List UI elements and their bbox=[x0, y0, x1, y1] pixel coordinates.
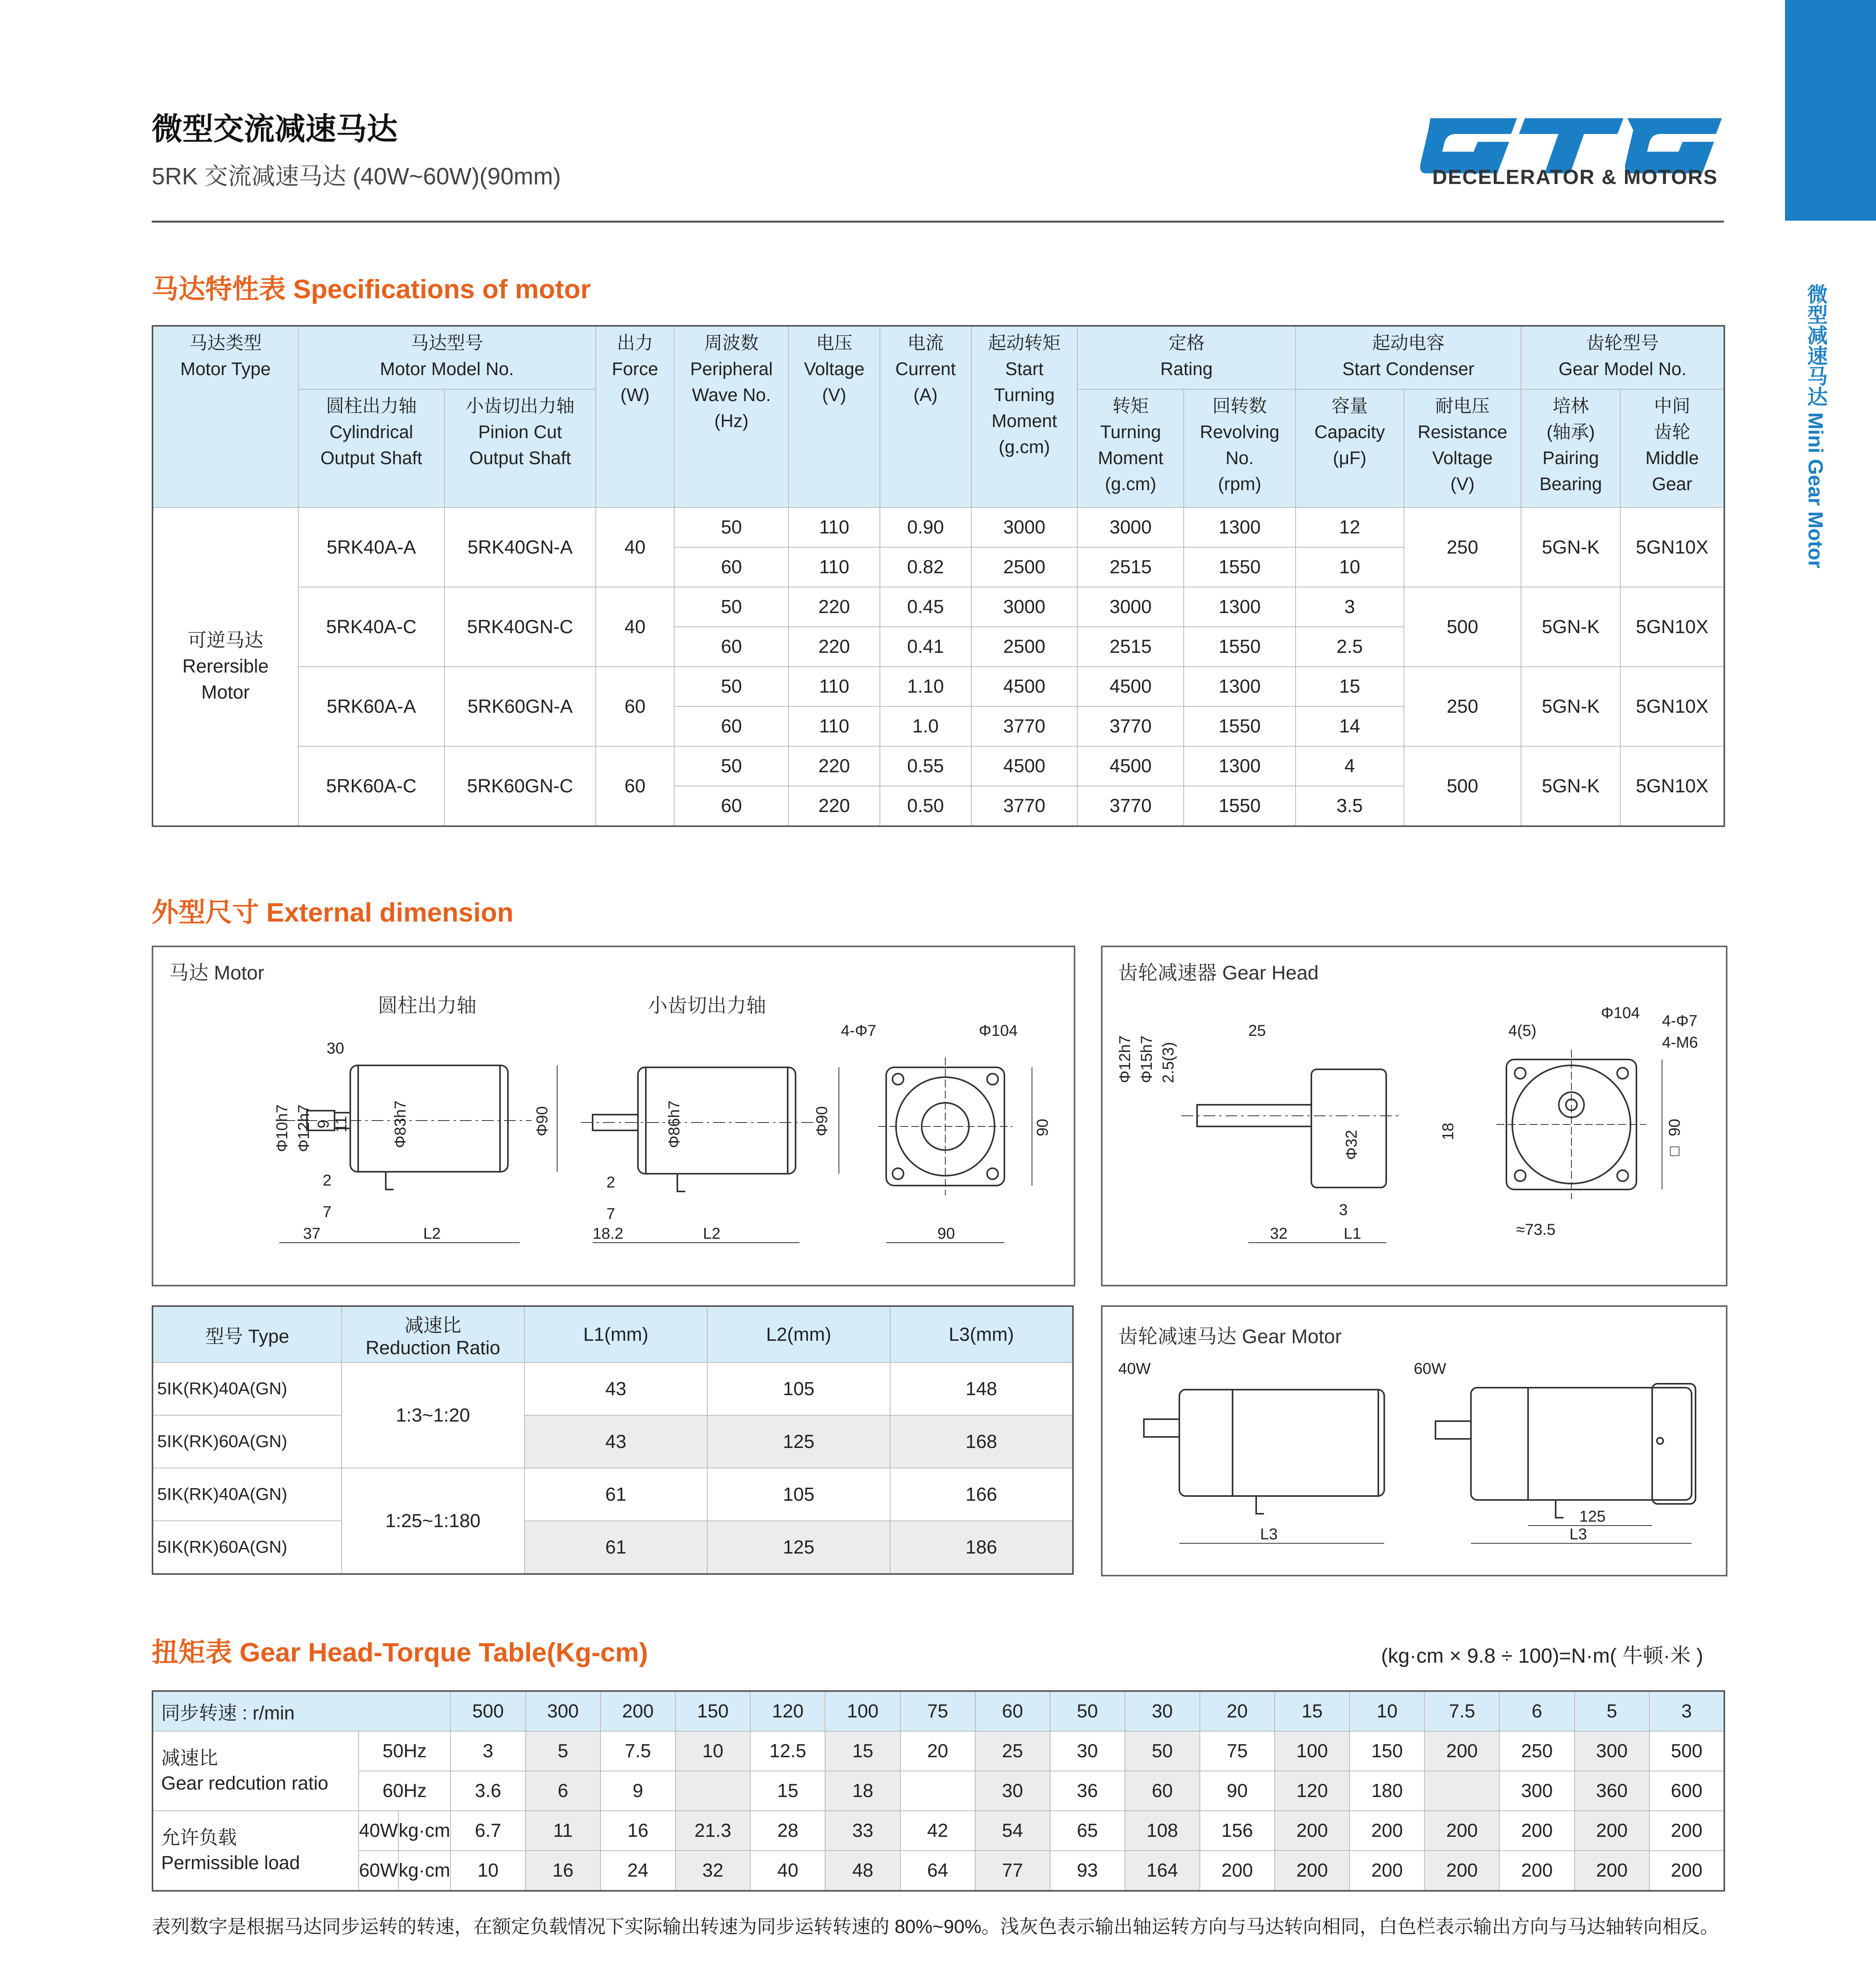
voltage-cell: 220 bbox=[788, 627, 880, 667]
speed-cell: 5 bbox=[1575, 1691, 1649, 1731]
ratio60-cell: 18 bbox=[825, 1771, 900, 1811]
load60-cell: 16 bbox=[526, 1851, 601, 1891]
dim-th-l2: L2(mm) bbox=[707, 1306, 890, 1362]
gh-square: □ bbox=[1670, 1142, 1680, 1160]
ratio50-cell: 7.5 bbox=[601, 1731, 675, 1771]
dim-ratio-cell: 1:3~1:20 bbox=[342, 1362, 524, 1468]
ratio60-cell: 3.6 bbox=[450, 1771, 525, 1811]
gearhead-drawing-box bbox=[1101, 946, 1727, 1286]
dim-hole: 4-Φ7 bbox=[841, 1022, 876, 1039]
dim-th-l3: L3(mm) bbox=[890, 1306, 1073, 1362]
force-cell: 40 bbox=[596, 507, 675, 587]
dim-d10: Φ10h7 bbox=[273, 1104, 291, 1152]
hz-cell: 50 bbox=[674, 587, 788, 627]
hz-cell: 60 bbox=[674, 786, 788, 826]
ratio50-cell: 250 bbox=[1499, 1731, 1574, 1771]
voltage-cell: 220 bbox=[788, 587, 880, 627]
gpg-logo bbox=[1419, 102, 1726, 205]
torque-cell: 2515 bbox=[1077, 547, 1184, 587]
dim-L2-a: L2 bbox=[423, 1225, 441, 1242]
ratio60-cell: 120 bbox=[1275, 1771, 1350, 1811]
gh-L1: L1 bbox=[1344, 1225, 1361, 1242]
page-subtitle: 5RK 交流减速马达 (40W~60W)(90mm) bbox=[152, 163, 561, 190]
th-resistance: 耐电压 Resistance Voltage (V) bbox=[1404, 389, 1521, 507]
load60-cell: 10 bbox=[450, 1851, 525, 1891]
gh-90: 90 bbox=[1666, 1119, 1683, 1136]
dim-l2-cell: 105 bbox=[707, 1362, 890, 1415]
ratio50-cell: 50 bbox=[1125, 1731, 1200, 1771]
load40-cell: 33 bbox=[825, 1811, 900, 1851]
th-voltage: 电压 Voltage (V) bbox=[788, 326, 880, 507]
gh-3: 3 bbox=[1339, 1201, 1348, 1219]
voltage-cell: 110 bbox=[788, 667, 880, 706]
gh-d104: Φ104 bbox=[1601, 1004, 1640, 1022]
dim-l2-cell: 125 bbox=[707, 1415, 890, 1468]
dim-th-l1: L1(mm) bbox=[524, 1306, 707, 1362]
th-motor-type: 马达类型 Motor Type bbox=[152, 326, 298, 507]
motor-type-cell: 可逆马达 Rerersible Motor bbox=[152, 507, 298, 826]
ratio60-cell: 6 bbox=[526, 1771, 601, 1811]
th-model: 马达型号 Motor Model No. bbox=[298, 326, 596, 389]
start-moment-cell: 4500 bbox=[971, 746, 1078, 786]
middle-gear-cell: 5GN10X bbox=[1620, 667, 1724, 746]
hz60-label: 60Hz bbox=[359, 1771, 450, 1811]
start-moment-cell: 2500 bbox=[971, 547, 1078, 587]
speed-cell: 6 bbox=[1499, 1691, 1574, 1731]
resistance-cell: 250 bbox=[1404, 507, 1521, 587]
rpm-cell: 1550 bbox=[1184, 627, 1296, 667]
w40-label: 40W bbox=[359, 1811, 398, 1851]
dim-d90-a: Φ90 bbox=[534, 1106, 551, 1136]
ratio50-cell: 25 bbox=[975, 1731, 1050, 1771]
ratio60-cell: 36 bbox=[1050, 1771, 1125, 1811]
dim-type-cell: 5IK(RK)60A(GN) bbox=[152, 1521, 342, 1574]
speed-cell: 7.5 bbox=[1424, 1691, 1499, 1731]
cyl-model-cell: 5RK40A-A bbox=[298, 507, 445, 587]
rpm-cell: 1300 bbox=[1184, 746, 1296, 786]
gh-25: 25 bbox=[1248, 1022, 1266, 1039]
speed-cell: 30 bbox=[1125, 1691, 1200, 1731]
capacity-cell: 3.5 bbox=[1296, 786, 1404, 826]
torque-cell: 3770 bbox=[1077, 706, 1184, 746]
spec-section-title: 马达特性表 Specifications of motor bbox=[152, 274, 591, 304]
ratio60-cell bbox=[1424, 1771, 1499, 1811]
force-cell: 60 bbox=[596, 746, 675, 826]
capacity-cell: 12 bbox=[1296, 507, 1404, 547]
ratio-label: 减速比 Gear redcution ratio bbox=[152, 1731, 359, 1811]
dim-l2-cell: 125 bbox=[707, 1521, 890, 1574]
th-pinion-shaft: 小齿切出力轴 Pinion Cut Output Shaft bbox=[444, 389, 596, 507]
dim-th-ratio: 减速比 Reduction Ratio bbox=[342, 1306, 524, 1362]
load40-cell: 200 bbox=[1350, 1811, 1424, 1851]
dim-d104: Φ104 bbox=[979, 1022, 1018, 1039]
speed-cell: 10 bbox=[1350, 1691, 1424, 1731]
speed-cell: 100 bbox=[825, 1691, 900, 1731]
th-cyl-shaft: 圆柱出力轴 Cylindrical Output Shaft bbox=[298, 389, 445, 507]
capacity-cell: 2.5 bbox=[1296, 627, 1404, 667]
cyl-model-cell: 5RK60A-A bbox=[298, 667, 445, 746]
load60-cell: 200 bbox=[1200, 1851, 1275, 1891]
dim-l1-cell: 61 bbox=[524, 1521, 707, 1574]
speed-cell: 150 bbox=[675, 1691, 750, 1731]
gearmotor-drawing bbox=[1103, 1307, 1726, 1575]
dimension-section-title: 外型尺寸 External dimension bbox=[152, 898, 514, 927]
w60-label: 60W bbox=[359, 1851, 398, 1891]
dim-7-b: 7 bbox=[606, 1205, 615, 1223]
current-cell: 0.41 bbox=[880, 627, 971, 667]
table-row bbox=[152, 1362, 1073, 1415]
torque-table bbox=[152, 1690, 1725, 1892]
cyl-model-cell: 5RK60A-C bbox=[298, 746, 445, 826]
hz-cell: 60 bbox=[674, 547, 788, 587]
middle-gear-cell: 5GN10X bbox=[1620, 587, 1724, 667]
th-start-moment: 起动转矩 Start Turning Moment (g.cm) bbox=[971, 326, 1078, 507]
logo-tagline: DECELERATOR & MOTORS bbox=[1432, 166, 1718, 189]
ratio60-cell: 300 bbox=[1499, 1771, 1574, 1811]
speed-cell: 300 bbox=[526, 1691, 601, 1731]
load60-cell: 200 bbox=[1275, 1851, 1350, 1891]
th-rating: 定格 Rating bbox=[1077, 326, 1295, 389]
pinion-shaft-label: 小齿切出力轴 bbox=[648, 994, 766, 1017]
speed-label: 同步转速 : r/min bbox=[152, 1691, 450, 1731]
rpm-cell: 1300 bbox=[1184, 507, 1296, 547]
dim-th-type: 型号 Type bbox=[152, 1306, 342, 1362]
load60-cell: 93 bbox=[1050, 1851, 1125, 1891]
page-title: 微型交流减速马达 bbox=[152, 112, 398, 146]
pairing-cell: 5GN-K bbox=[1521, 587, 1620, 667]
ratio50-cell: 75 bbox=[1200, 1731, 1275, 1771]
current-cell: 1.10 bbox=[880, 667, 971, 706]
voltage-cell: 220 bbox=[788, 746, 880, 786]
ratio60-cell: 15 bbox=[750, 1771, 825, 1811]
torque-cell: 3000 bbox=[1077, 507, 1184, 547]
load40-cell: 11 bbox=[526, 1811, 601, 1851]
hz-cell: 60 bbox=[674, 627, 788, 667]
dim-L2-b: L2 bbox=[703, 1225, 721, 1242]
gearmotor-box-title: 齿轮减速马达 Gear Motor bbox=[1118, 1325, 1342, 1347]
dim-11: 11 bbox=[333, 1116, 350, 1132]
gm-125: 125 bbox=[1579, 1508, 1606, 1525]
speed-cell: 3 bbox=[1649, 1691, 1724, 1731]
torque-cell: 4500 bbox=[1077, 667, 1184, 706]
note-cn: 表列数字是根据马达同步运转的转速，在额定负载情况下实际输出转速为同步运转转速的 80%~90%。浅灰色表示输出轴运转方向与马达转向相同，白色栏表示输出方向与马达轴转向相反。 bbox=[152, 1916, 1719, 1937]
load40-cell: 54 bbox=[975, 1811, 1050, 1851]
ratio50-cell: 15 bbox=[825, 1731, 900, 1771]
torque-cell: 4500 bbox=[1077, 746, 1184, 786]
load60-cell: 32 bbox=[675, 1851, 750, 1891]
speed-cell: 200 bbox=[601, 1691, 675, 1731]
motor-box-title: 马达 Motor bbox=[169, 962, 264, 984]
dim-l1-cell: 43 bbox=[524, 1362, 707, 1415]
speed-cell: 15 bbox=[1275, 1691, 1350, 1731]
gh-hole: 4-Φ7 bbox=[1662, 1012, 1698, 1030]
current-cell: 1.0 bbox=[880, 706, 971, 746]
voltage-cell: 110 bbox=[788, 547, 880, 587]
pinion-model-cell: 5RK60GN-A bbox=[444, 667, 596, 746]
hz-cell: 50 bbox=[674, 667, 788, 706]
force-cell: 60 bbox=[596, 667, 675, 746]
load60-cell: 200 bbox=[1499, 1851, 1574, 1891]
voltage-cell: 220 bbox=[788, 786, 880, 826]
dim-type-cell: 5IK(RK)40A(GN) bbox=[152, 1468, 342, 1521]
pinion-model-cell: 5RK60GN-C bbox=[444, 746, 596, 826]
dim-type-cell: 5IK(RK)60A(GN) bbox=[152, 1415, 342, 1468]
load60-cell: 200 bbox=[1424, 1851, 1499, 1891]
start-moment-cell: 3000 bbox=[971, 587, 1078, 627]
start-moment-cell: 2500 bbox=[971, 627, 1078, 667]
load40-row bbox=[152, 1811, 1724, 1851]
pairing-cell: 5GN-K bbox=[1521, 746, 1620, 826]
load40-cell: 200 bbox=[1649, 1811, 1724, 1851]
hz50-label: 50Hz bbox=[359, 1731, 450, 1771]
capacity-cell: 15 bbox=[1296, 667, 1404, 706]
resistance-cell: 500 bbox=[1404, 587, 1521, 667]
load60-cell: 200 bbox=[1575, 1851, 1649, 1891]
capacity-cell: 10 bbox=[1296, 547, 1404, 587]
start-moment-cell: 3000 bbox=[971, 507, 1078, 547]
rpm-cell: 1550 bbox=[1184, 547, 1296, 587]
th-force: 出力 Force (W) bbox=[596, 326, 675, 507]
ratio50-cell: 20 bbox=[900, 1731, 975, 1771]
cyl-shaft-label: 圆柱出力轴 bbox=[378, 994, 476, 1017]
capacity-cell: 4 bbox=[1296, 746, 1404, 786]
ratio50-cell: 300 bbox=[1575, 1731, 1649, 1771]
dim-90-bottom: 90 bbox=[937, 1225, 955, 1242]
pinion-model-cell: 5RK40GN-A bbox=[444, 507, 596, 587]
rpm-cell: 1550 bbox=[1184, 706, 1296, 746]
side-tab-bar bbox=[1785, 0, 1876, 221]
ratio50-cell: 500 bbox=[1649, 1731, 1724, 1771]
speed-cell: 500 bbox=[450, 1691, 525, 1731]
ratio50-cell: 10 bbox=[675, 1731, 750, 1771]
start-moment-cell: 3770 bbox=[971, 706, 1078, 746]
dim-d86: Φ86h7 bbox=[666, 1100, 683, 1148]
torque-cell: 3000 bbox=[1077, 587, 1184, 627]
table-row bbox=[152, 746, 1724, 786]
hz-cell: 60 bbox=[674, 706, 788, 746]
dim-l1-cell: 61 bbox=[524, 1468, 707, 1521]
th-condenser: 起动电容 Start Condenser bbox=[1296, 326, 1521, 389]
middle-gear-cell: 5GN10X bbox=[1620, 746, 1724, 826]
current-cell: 0.55 bbox=[880, 746, 971, 786]
gearhead-box-title: 齿轮减速器 Gear Head bbox=[1118, 962, 1319, 984]
ratio50-cell: 3 bbox=[450, 1731, 525, 1771]
gh-25-3: 2.5(3) bbox=[1160, 1042, 1177, 1083]
load-label: 允许负载 Permissible load bbox=[152, 1811, 359, 1891]
gm-60w: 60W bbox=[1414, 1360, 1447, 1377]
speed-cell: 120 bbox=[750, 1691, 825, 1731]
ratio60-cell bbox=[675, 1771, 750, 1811]
load40-cell: 200 bbox=[1499, 1811, 1574, 1851]
th-capacity: 容量 Capacity (μF) bbox=[1296, 389, 1404, 507]
ratio60-cell: 360 bbox=[1575, 1771, 1649, 1811]
speed-cell: 60 bbox=[975, 1691, 1050, 1731]
ratio50-cell: 30 bbox=[1050, 1731, 1125, 1771]
gm-40w: 40W bbox=[1118, 1360, 1151, 1377]
motor-drawing bbox=[153, 947, 1074, 1285]
dim-ratio-cell: 1:25~1:180 bbox=[342, 1468, 524, 1574]
speed-row bbox=[152, 1691, 1724, 1731]
torque-cell: 3770 bbox=[1077, 786, 1184, 826]
gh-32: 32 bbox=[1270, 1225, 1288, 1242]
dim-l3-cell: 168 bbox=[890, 1415, 1073, 1468]
load40-cell: 200 bbox=[1275, 1811, 1350, 1851]
gh-735: ≈73.5 bbox=[1516, 1221, 1556, 1238]
load60-cell: 200 bbox=[1350, 1851, 1424, 1891]
gh-d15: Φ15h7 bbox=[1138, 1035, 1155, 1083]
th-gear-model: 齿轮型号 Gear Model No. bbox=[1521, 326, 1724, 389]
gh-45: 4(5) bbox=[1508, 1022, 1537, 1039]
dim-l1-cell: 43 bbox=[524, 1415, 707, 1468]
load40-cell: 16 bbox=[601, 1811, 675, 1851]
side-tab-label: 微型减速马达 Mini Gear Motor bbox=[1804, 284, 1827, 569]
voltage-cell: 110 bbox=[788, 507, 880, 547]
start-moment-cell: 4500 bbox=[971, 667, 1078, 706]
ratio60-cell: 600 bbox=[1649, 1771, 1724, 1811]
load60-cell: 200 bbox=[1649, 1851, 1724, 1891]
speed-cell: 75 bbox=[900, 1691, 975, 1731]
table-row bbox=[152, 507, 1724, 547]
force-cell: 40 bbox=[596, 587, 675, 667]
th-revolving: 回转数 Revolving No. (rpm) bbox=[1184, 389, 1296, 507]
rpm-cell: 1300 bbox=[1184, 587, 1296, 627]
dim-l3-cell: 148 bbox=[890, 1362, 1073, 1415]
table-row bbox=[152, 667, 1724, 706]
start-moment-cell: 3770 bbox=[971, 786, 1078, 826]
th-current: 电流 Current (A) bbox=[880, 326, 971, 507]
spec-table bbox=[152, 325, 1725, 827]
load40-cell: 42 bbox=[900, 1811, 975, 1851]
gm-L3-b: L3 bbox=[1569, 1526, 1587, 1543]
ratio60-cell: 9 bbox=[601, 1771, 675, 1811]
capacity-cell: 3 bbox=[1296, 587, 1404, 627]
dim-l3-cell: 186 bbox=[890, 1521, 1073, 1574]
dim-d12: Φ12h7 bbox=[295, 1104, 312, 1152]
resistance-cell: 250 bbox=[1404, 667, 1521, 746]
ratio60-cell: 30 bbox=[975, 1771, 1050, 1811]
load60-cell: 40 bbox=[750, 1851, 825, 1891]
current-cell: 0.90 bbox=[880, 507, 971, 547]
load60-row bbox=[152, 1851, 1724, 1891]
current-cell: 0.45 bbox=[880, 587, 971, 627]
dim-2-b: 2 bbox=[606, 1174, 615, 1191]
gh-d32: Φ32 bbox=[1343, 1130, 1360, 1160]
table-row bbox=[152, 587, 1724, 627]
resistance-cell: 500 bbox=[1404, 746, 1521, 826]
dimension-table bbox=[152, 1305, 1074, 1575]
dim-7-a: 7 bbox=[323, 1203, 332, 1221]
unit-label-40: kg·cm bbox=[398, 1811, 451, 1851]
gh-18: 18 bbox=[1439, 1123, 1457, 1140]
ratio50-cell: 200 bbox=[1424, 1731, 1499, 1771]
th-middle-gear: 中间 齿轮 Middle Gear bbox=[1620, 389, 1724, 507]
speed-cell: 20 bbox=[1200, 1691, 1275, 1731]
load40-cell: 156 bbox=[1200, 1811, 1275, 1851]
load40-cell: 65 bbox=[1050, 1811, 1125, 1851]
pairing-cell: 5GN-K bbox=[1521, 667, 1620, 746]
load40-cell: 200 bbox=[1424, 1811, 1499, 1851]
th-pairing: 培林 (轴承) Pairing Bearing bbox=[1521, 389, 1620, 507]
dim-182: 18.2 bbox=[593, 1225, 623, 1242]
table-row bbox=[152, 1521, 1073, 1574]
gh-d12: Φ12h7 bbox=[1116, 1035, 1134, 1083]
unit-label-60: kg·cm bbox=[398, 1851, 451, 1891]
ratio50-cell: 100 bbox=[1275, 1731, 1350, 1771]
load60-cell: 48 bbox=[825, 1851, 900, 1891]
rpm-cell: 1550 bbox=[1184, 786, 1296, 826]
load60-cell: 64 bbox=[900, 1851, 975, 1891]
ratio60-row bbox=[152, 1771, 1724, 1811]
dim-30: 30 bbox=[327, 1040, 344, 1057]
dim-d83: Φ83h7 bbox=[392, 1100, 409, 1148]
table-row bbox=[152, 1468, 1073, 1521]
gm-L3-a: L3 bbox=[1260, 1526, 1278, 1543]
current-cell: 0.82 bbox=[880, 547, 971, 587]
th-torque: 转矩 Turning Moment (g.cm) bbox=[1077, 389, 1184, 507]
ratio50-cell: 12.5 bbox=[750, 1731, 825, 1771]
load40-cell: 28 bbox=[750, 1811, 825, 1851]
hz-cell: 50 bbox=[674, 507, 788, 547]
load60-cell: 77 bbox=[975, 1851, 1050, 1891]
load60-cell: 164 bbox=[1125, 1851, 1200, 1891]
ratio60-cell: 180 bbox=[1350, 1771, 1424, 1811]
torque-cell: 2515 bbox=[1077, 627, 1184, 667]
voltage-cell: 110 bbox=[788, 706, 880, 746]
table-row bbox=[152, 1415, 1073, 1468]
dim-l3-cell: 166 bbox=[890, 1468, 1073, 1521]
dim-9: 9 bbox=[315, 1119, 332, 1128]
current-cell: 0.50 bbox=[880, 786, 971, 826]
ratio60-cell bbox=[900, 1771, 975, 1811]
gh-m6: 4-M6 bbox=[1662, 1034, 1698, 1051]
ratio50-row bbox=[152, 1731, 1724, 1771]
hz-cell: 50 bbox=[674, 746, 788, 786]
capacity-cell: 14 bbox=[1296, 706, 1404, 746]
th-freq: 周波数 Peripheral Wave No. (Hz) bbox=[674, 326, 788, 507]
load40-cell: 200 bbox=[1575, 1811, 1649, 1851]
dim-2-a: 2 bbox=[323, 1172, 332, 1189]
dim-d90-b: Φ90 bbox=[813, 1106, 831, 1136]
ratio60-cell: 90 bbox=[1200, 1771, 1275, 1811]
speed-cell: 50 bbox=[1050, 1691, 1125, 1731]
gearmotor-drawing-box bbox=[1101, 1305, 1727, 1576]
load40-cell: 108 bbox=[1125, 1811, 1200, 1851]
pairing-cell: 5GN-K bbox=[1521, 507, 1620, 587]
dim-type-cell: 5IK(RK)40A(GN) bbox=[152, 1362, 342, 1415]
load40-cell: 6.7 bbox=[450, 1811, 525, 1851]
ratio50-cell: 150 bbox=[1350, 1731, 1424, 1771]
middle-gear-cell: 5GN10X bbox=[1620, 507, 1724, 587]
torque-conversion: (kg·cm × 9.8 ÷ 100)=N·m( 牛顿·米 ) bbox=[1381, 1645, 1703, 1667]
rpm-cell: 1300 bbox=[1184, 667, 1296, 706]
torque-section-title: 扭矩表 Gear Head-Torque Table(Kg-cm) bbox=[152, 1637, 648, 1667]
load60-cell: 24 bbox=[601, 1851, 675, 1891]
dim-37: 37 bbox=[303, 1225, 321, 1242]
header-divider bbox=[152, 221, 1724, 223]
gearhead-drawing bbox=[1103, 947, 1726, 1285]
motor-drawing-box bbox=[152, 946, 1075, 1286]
ratio60-cell: 60 bbox=[1125, 1771, 1200, 1811]
cyl-model-cell: 5RK40A-C bbox=[298, 587, 445, 667]
dim-90-side: 90 bbox=[1034, 1119, 1051, 1136]
load40-cell: 21.3 bbox=[675, 1811, 750, 1851]
pinion-model-cell: 5RK40GN-C bbox=[444, 587, 596, 667]
dim-l2-cell: 105 bbox=[707, 1468, 890, 1521]
ratio50-cell: 5 bbox=[526, 1731, 601, 1771]
